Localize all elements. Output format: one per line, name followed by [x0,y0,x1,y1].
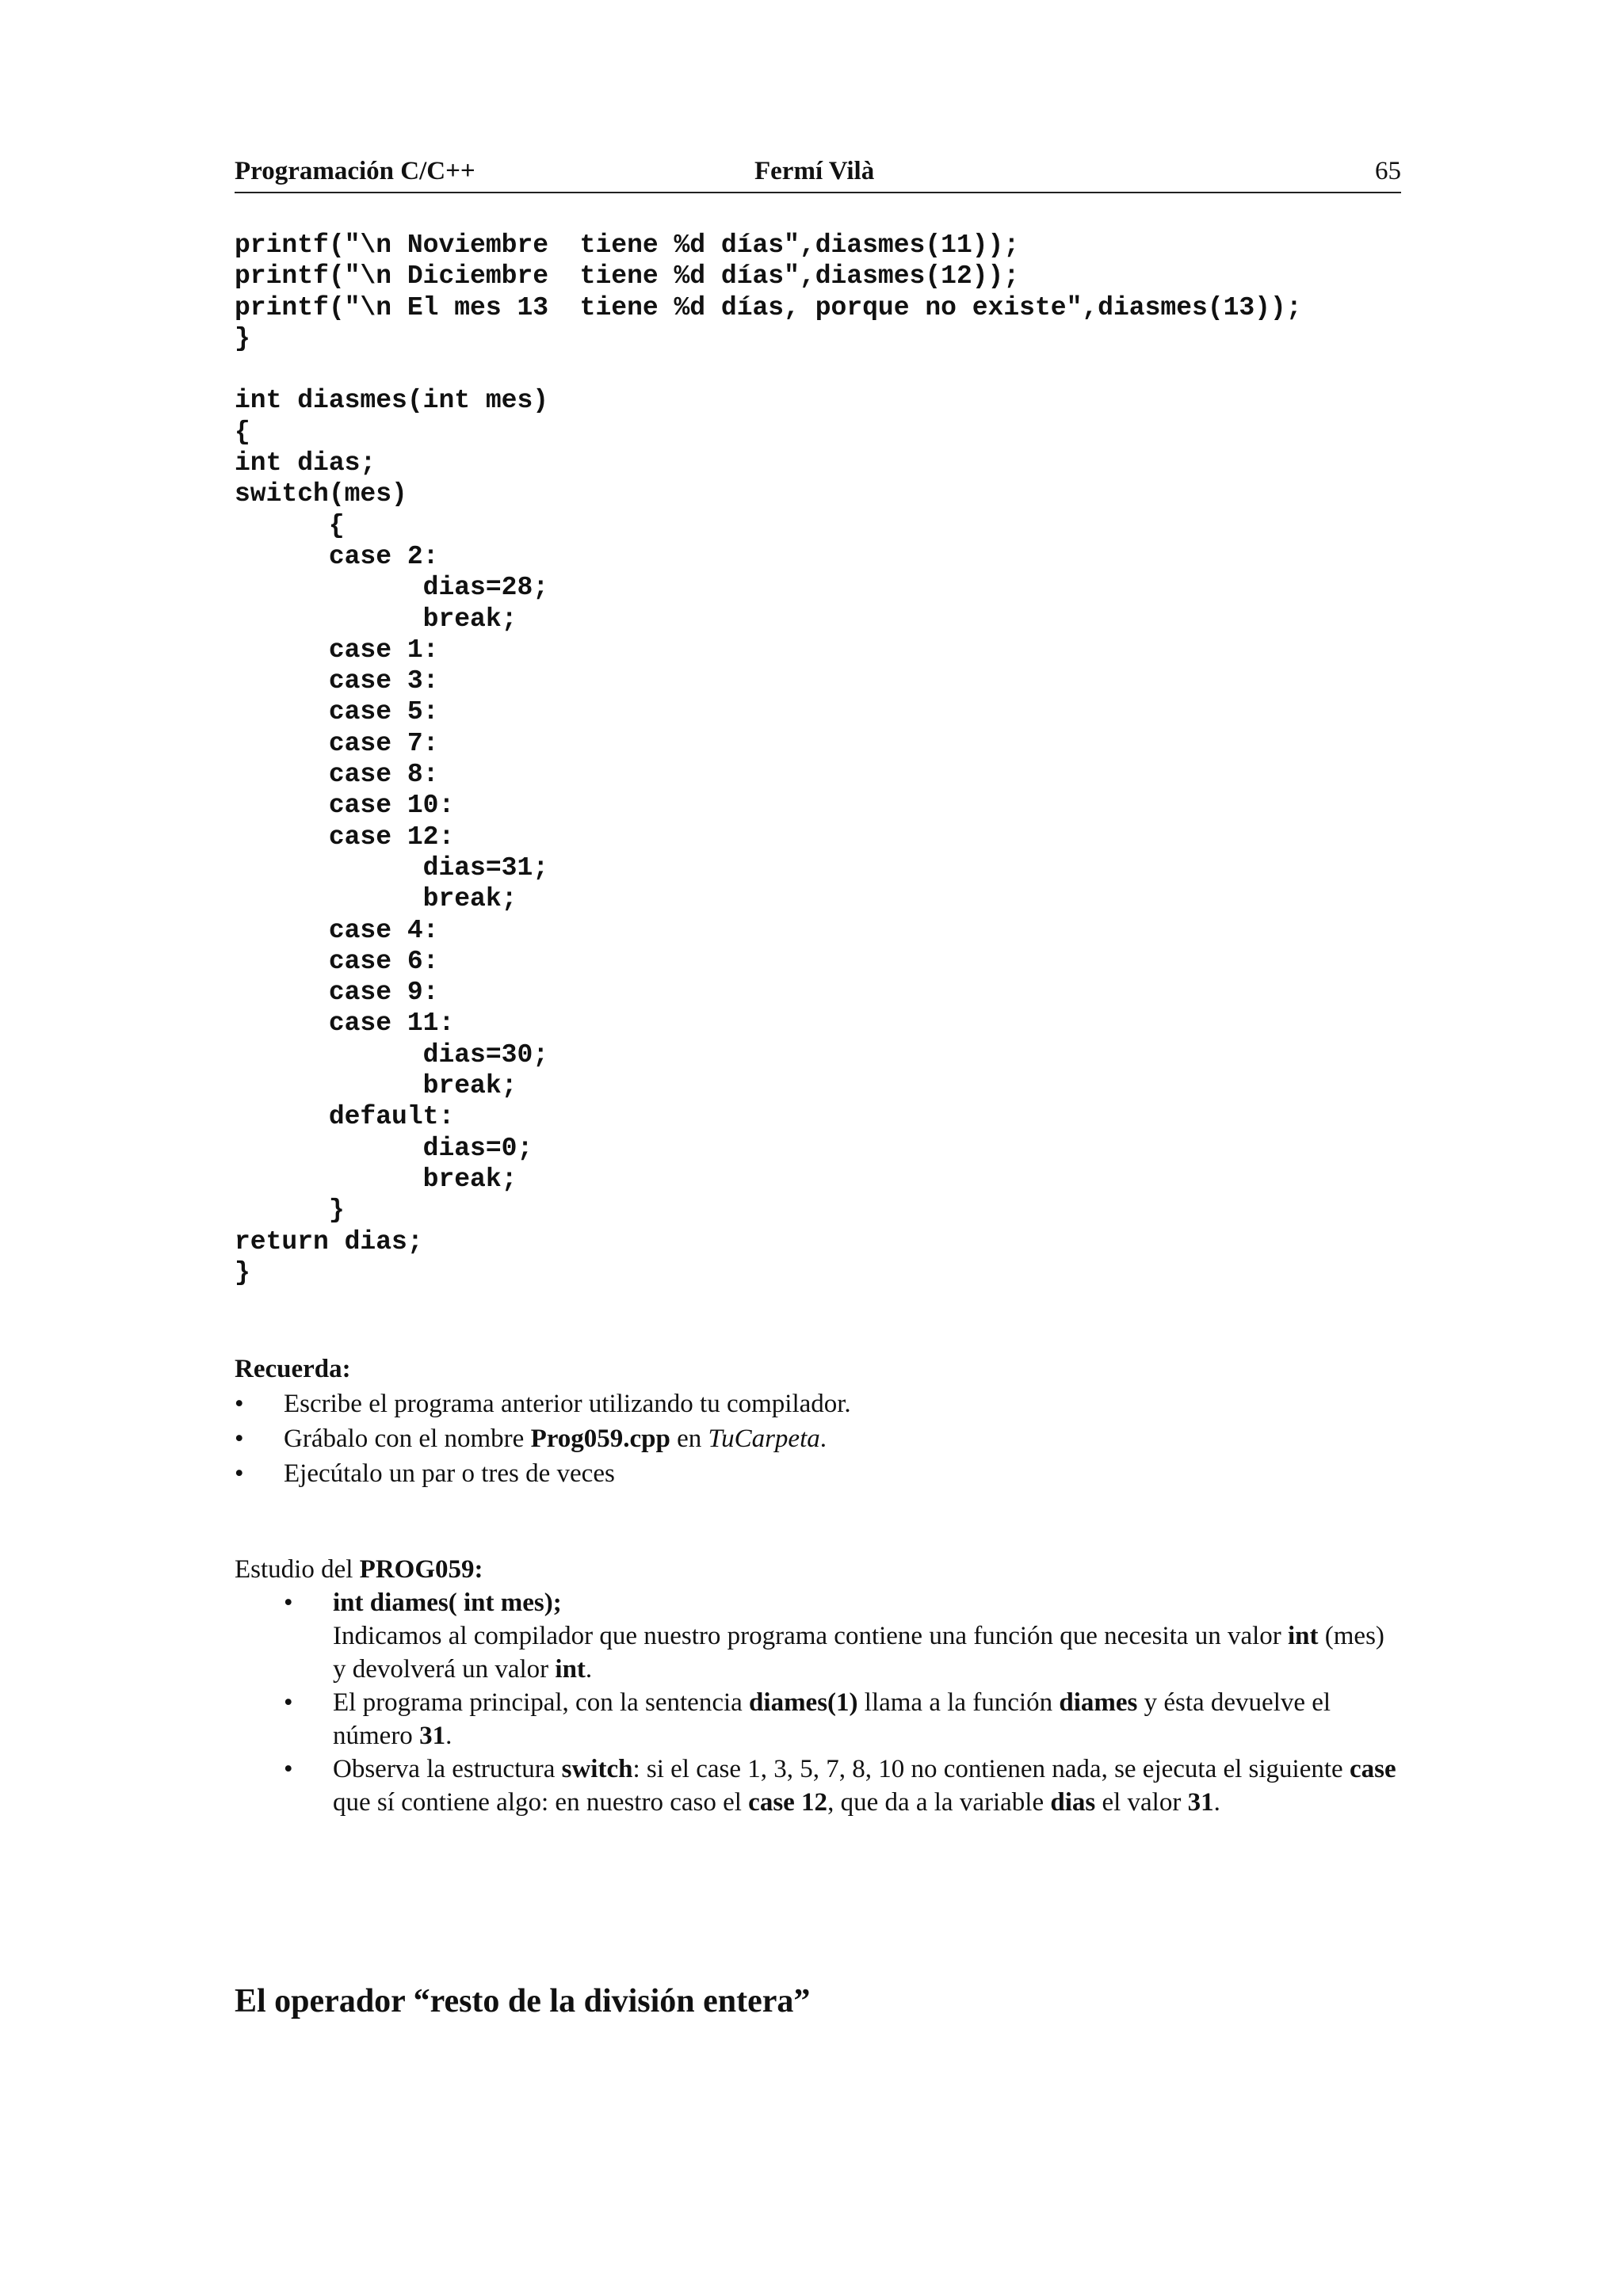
code-line: break; [235,1071,517,1101]
code-line: } [235,1196,345,1226]
list-item: • Escribe el programa anterior utilizando tu compilador. [235,1386,851,1421]
estudio-section [235,1553,1401,1819]
header-book-title: Programación C/C++ [235,157,475,185]
code-line: printf("\n El mes 13 tiene %d días, porque no existe",diasmes(13)); [235,292,1302,322]
code-line: int dias; [235,448,376,479]
code-line: case 8: [235,760,439,790]
code-line: break; [235,1164,517,1194]
code-line: case 6: [235,946,439,976]
code-line: printf("\n Diciembre tiene %d días",diasmes(12)); [235,261,1020,292]
list-item: • int diames( int mes); Indicamos al compilador que nuestro programa contiene una función que necesita un valor int (mes) y devolverá un valor int. [235,1586,1401,1686]
list-item: • Grábalo con el nombre Prog059.cpp en TuCarpeta. [235,1421,851,1456]
page-header [235,155,1401,193]
list-item: • Observa la estructura switch: si el case 1, 3, 5, 7, 8, 10 no contienen nada, se ejecuta el siguiente case que sí contiene algo: en nuestro caso el case 12, que da a la variable dias el valor 31. [235,1753,1401,1819]
code-line: return dias; [235,1226,423,1257]
code-line: dias=30; [235,1039,549,1070]
code-line: } [235,1257,250,1287]
code-listing [235,230,1302,1288]
code-line: case 10: [235,791,455,821]
code-line: default: [235,1102,455,1132]
code-line: case 4: [235,915,439,945]
code-line: case 3: [235,666,439,696]
section-heading: El operador “resto de la división entera” [235,1983,811,2019]
list-item: • El programa principal, con la sentencia diames(1) llama a la función diames y ésta devuelve el número 31. [235,1686,1401,1753]
code-line: dias=31; [235,852,549,883]
estudio-intro: Estudio del PROG059: [235,1555,483,1584]
file-name: Prog059.cpp [530,1425,670,1453]
code-line: dias=28; [235,573,549,603]
code-line: case 7: [235,728,439,758]
code-line: int diasmes(int mes) [235,386,549,416]
code-line: switch(mes) [235,479,407,509]
code-line: break; [235,604,517,634]
function-signature: int diames( int mes); [333,1589,562,1617]
code-line: { [235,510,345,540]
list-item: • Ejecútalo un par o tres de veces [235,1456,851,1491]
code-line: case 9: [235,978,439,1008]
code-line: printf("\n Noviembre tiene %d días",diasmes(11)); [235,231,1020,260]
folder-name: TuCarpeta [708,1425,820,1453]
code-line: case 5: [235,697,439,727]
estudio-list [235,1586,1401,1819]
code-line: dias=0; [235,1133,533,1163]
recuerda-section [235,1352,851,1491]
header-author: Fermí Vilà [754,157,875,185]
code-line: case 2: [235,541,439,571]
code-line: case 11: [235,1009,455,1039]
code-line: break; [235,884,517,914]
recuerda-title: Recuerda: [235,1355,351,1383]
code-line: case 1: [235,635,439,665]
code-line: { [235,417,250,447]
recuerda-list [235,1386,851,1491]
code-line: } [235,323,250,353]
page-number: 65 [1375,157,1401,185]
code-line: case 12: [235,822,455,852]
